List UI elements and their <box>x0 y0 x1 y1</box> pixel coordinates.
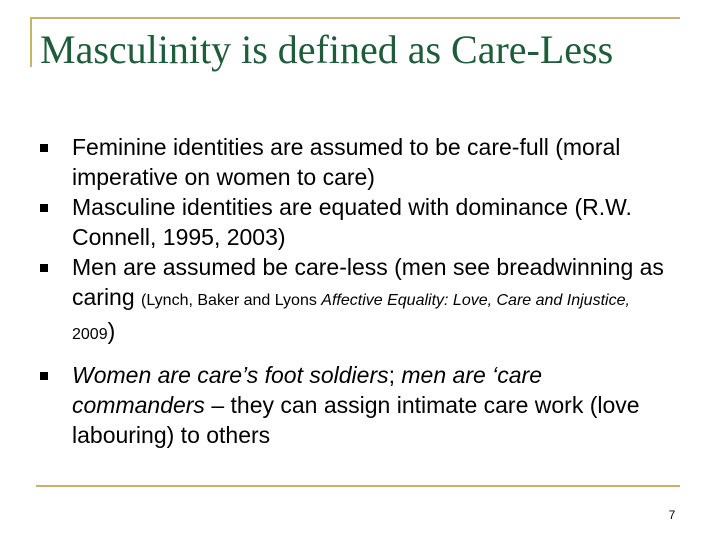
bullet-item-feminine <box>40 132 670 192</box>
bullet-item-foot-soldiers <box>40 360 670 450</box>
bullet-text: – they can assign intimate care work (love labouring) to others <box>72 392 640 448</box>
citation-close-paren: ) <box>107 318 116 344</box>
citation-authors: (Lynch, Baker and Lyons <box>141 292 322 309</box>
bullet-text-italic: men are ‘care commanders <box>72 362 543 418</box>
bullet-text: Feminine identities are assumed to be care-full (moral imperative on women to care) <box>72 134 621 190</box>
square-bullet-icon <box>40 144 48 152</box>
citation-year: 2009 <box>72 326 108 343</box>
frame-bottom-rule <box>36 485 680 487</box>
bullet-text-italic: Women are care’s foot soldiers <box>72 362 389 388</box>
citation-book-title: Affective Equality: Love, Care and Injustice, <box>321 292 630 309</box>
square-bullet-icon <box>40 204 48 212</box>
square-bullet-icon <box>40 372 48 380</box>
bullet-item-care-less <box>40 252 670 350</box>
bullet-item-masculine <box>40 192 670 252</box>
bullet-text: Men are assumed be care-less (men see breadwinning as caring <box>72 254 664 310</box>
bullet-text-separator: ; <box>388 362 402 388</box>
square-bullet-icon <box>40 264 48 272</box>
bullet-list <box>40 132 670 450</box>
frame-top-rule <box>30 17 680 19</box>
page-number: 7 <box>668 508 676 522</box>
frame-left-rule <box>30 17 32 67</box>
slide-title: Masculinity is defined as Care-Less <box>40 27 614 72</box>
bullet-text: Masculine identities are equated with dominance (R.W. Connell, 1995, 2003) <box>72 194 632 250</box>
